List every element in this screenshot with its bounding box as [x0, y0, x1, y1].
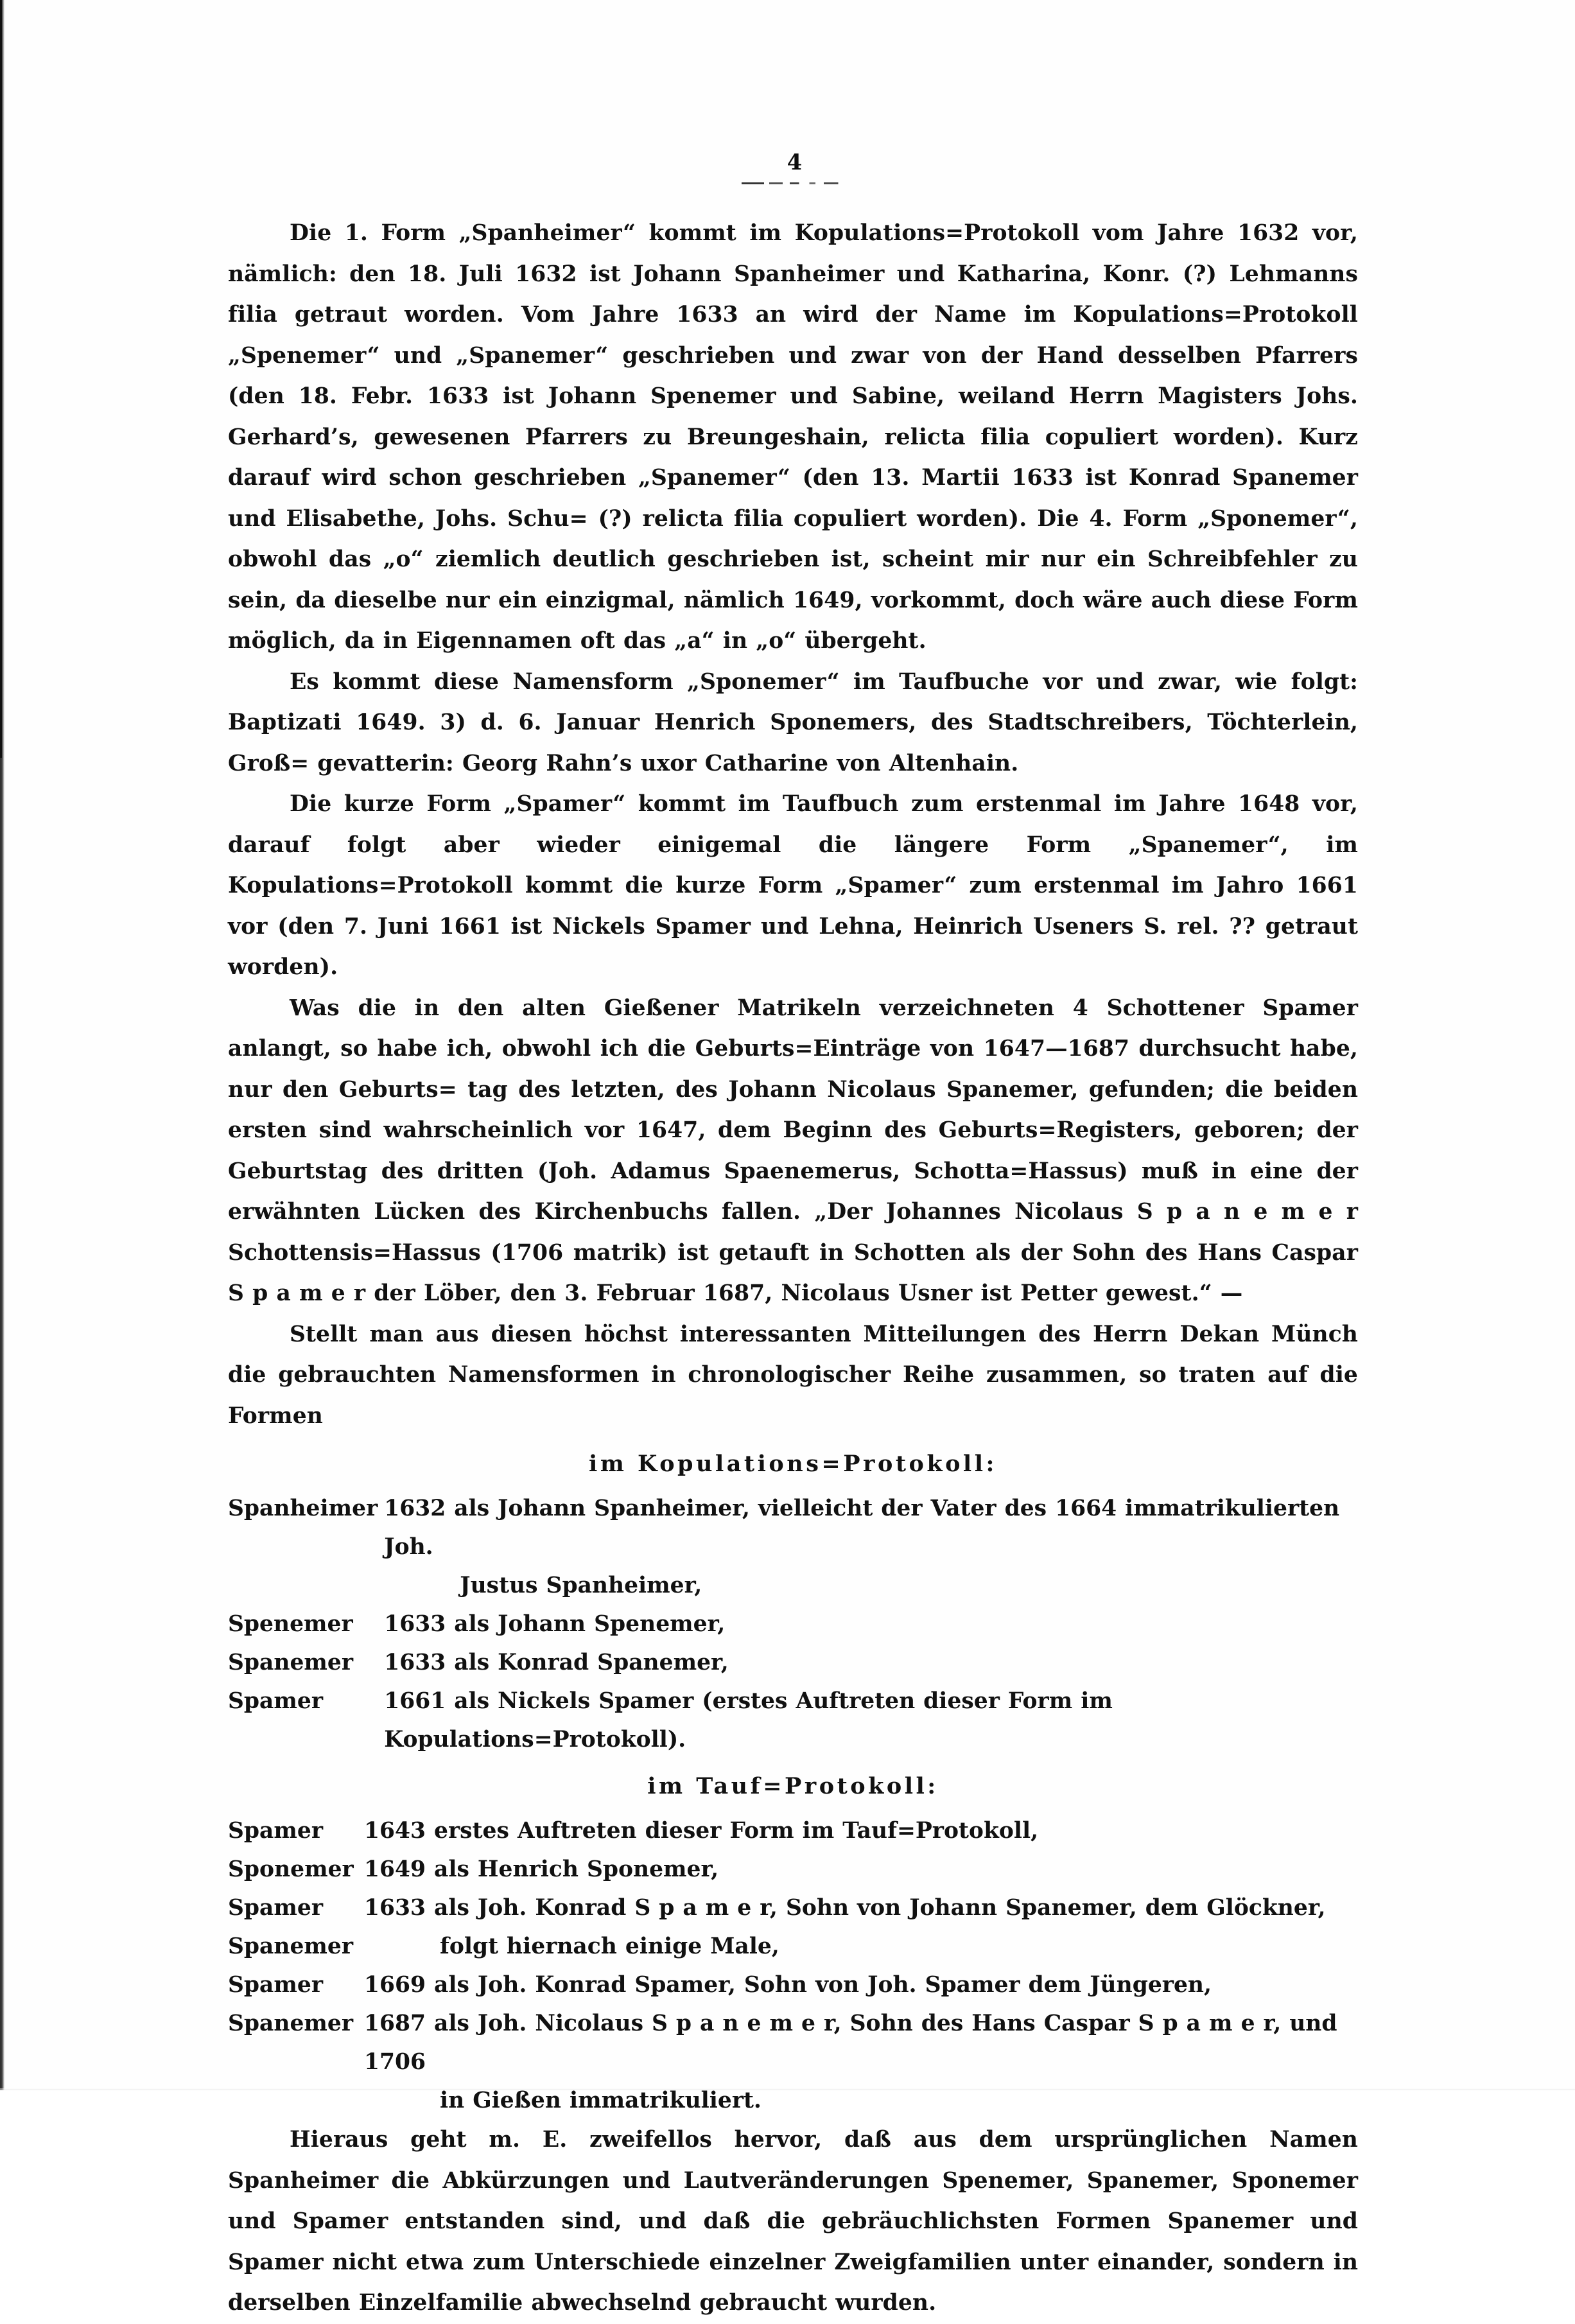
table-row-continuation [228, 1566, 1358, 1605]
continuation-text: in Gießen immatrikuliert. [440, 2088, 761, 2113]
table-row-continuation [228, 2081, 1358, 2120]
name-form-cell: Spamer [228, 1688, 324, 1714]
name-form-cell: Sponemer [228, 1857, 354, 1882]
page-number: 4 [787, 150, 803, 175]
tauf-protokoll-list [228, 1812, 1358, 2120]
name-entry-continuation [384, 1566, 1358, 1605]
name-form-cell-empty [228, 2081, 364, 2120]
paragraph-2: Es kommt diese Namensform „Sponemer“ im Taufbuche vor und zwar, wie folgt: Baptizati 1649. 3) d. 6. Januar Henrich Sponemers, des Stadtschreibers, Töchterlein, Groß= gevatterin: Georg Rahn’s uxor Catharine von Altenhain. [228, 668, 1358, 776]
name-form-cell: Spenemer [228, 1611, 353, 1637]
header-rule [742, 182, 844, 184]
name-form-cell-empty [228, 1566, 384, 1605]
continuation-text: Justus Spanheimer, [460, 1573, 702, 1598]
name-entry-cell: 1643 erstes Auftreten dieser Form im Tauf=Protokoll, [364, 1818, 1039, 1844]
name-form-cell: Spamer [228, 1972, 324, 1998]
table-row [228, 1812, 1358, 1850]
name-entry-cell: 1633 als Johann Spenemer, [384, 1611, 726, 1637]
table-row [228, 1643, 1358, 1682]
name-entry-cell: 1661 als Nickels Spamer (erstes Auftreten dieser Form im Kopulations=Protokoll). [384, 1688, 1113, 1752]
table-row [228, 1889, 1358, 1927]
continuation-text: folgt hiernach einige Male, [440, 1934, 779, 1959]
page-text-block [228, 152, 1358, 2324]
table-row [228, 1605, 1358, 1643]
heading-kopulations-protokoll: im Kopulations=Protokoll: [589, 1451, 997, 1477]
table-row [228, 1682, 1358, 1759]
paragraph-5: Stellt man aus diesen höchst interessanten Mitteilungen des Herrn Dekan Münch die gebrauchten Namensformen in chronologischer Reihe zusammen, so traten auf die Formen [228, 1321, 1358, 1429]
name-form-cell: Spamer [228, 1895, 324, 1921]
name-form-cell: Spanemer [228, 1934, 354, 1959]
table-row [228, 1927, 1358, 1966]
table-row [228, 2004, 1358, 2081]
folio-header [228, 152, 1358, 213]
paragraph-1: Die 1. Form „Spanheimer“ kommt im Kopulations=Protokoll vom Jahre 1632 vor, nämlich: den 18. Juli 1632 ist Johann Spanheimer und Katharina, Konr. (?) Lehmanns filia getraut worden. Vom Jahre 1633 an wird der Name im Kopulations=Protokoll „Spenemer“ und „Spanemer“ geschrieben und zwar von der Hand desselben Pfarrers (den 18. Febr. 1633 ist Johann Spenemer und Sabine, weiland Herrn Magisters Johs. Gerhard’s, gewesenen Pfarrers zu Breungeshain, relicta filia copuliert worden). Kurz darauf wird schon geschrieben „Spanemer“ (den 13. Martii 1633 ist Konrad Spanemer und Elisabethe, Johs. Schu= (?) relicta filia copuliert worden). Die 4. Form „Sponemer“, obwohl das „o“ ziemlich deutlich geschrieben ist, scheint mir nur ein Schreibfehler zu sein, da dieselbe nur ein einzigmal, nämlich 1649, vorkommt, doch wäre auch diese Form möglich, da in Eigennamen oft das „a“ in „o“ übergeht. [228, 220, 1358, 654]
name-entry-cell: 1632 als Johann Spanheimer, vielleicht der Vater des 1664 immatrikulierten Joh. [384, 1496, 1340, 1560]
table-row [228, 1850, 1358, 1889]
scan-edge-shadow-dark [0, 0, 2, 758]
name-entry-continuation [364, 2081, 1358, 2120]
name-form-cell: Spanemer [228, 2011, 354, 2036]
name-entry-cell: 1633 als Joh. Konrad S p a m e r, Sohn von Johann Spanemer, dem Glöckner, [364, 1895, 1326, 1921]
paragraph-6: Hieraus geht m. E. zweifellos hervor, daß aus dem ursprünglichen Namen Spanheimer die Abkürzungen und Lautveränderungen Spenemer, Spanemer, Sponemer und Spamer entstanden sind, und daß die gebräuchlichsten Formen Spanemer und Spamer nicht etwa zum Unterschiede einzelner Zweigfamilien unter einander, sondern in derselben Einzelfamilie abwechselnd gebraucht wurden. [228, 2127, 1358, 2316]
kopulations-protokoll-list [228, 1489, 1358, 1759]
paragraph-3: Die kurze Form „Spamer“ kommt im Taufbuch zum erstenmal im Jahre 1648 vor, darauf folgt aber wieder einigemal die längere Form „Spanemer“, im Kopulations=Protokoll kommt die kurze Form „Spamer“ zum erstenmal im Jahro 1661 vor (den 7. Juni 1661 ist Nickels Spamer und Lehna, Heinrich Useners S. rel. ?? getraut worden). [228, 791, 1358, 980]
name-form-cell: Spanheimer [228, 1496, 378, 1521]
paragraph-4: Was die in den alten Gießener Matrikeln verzeichneten 4 Schottener Spamer anlangt, so habe ich, obwohl ich die Geburts=Einträge von 1647—1687 durchsucht habe, nur den Geburts= tag des letzten, des Johann Nicolaus Spanemer, gefunden; die beiden ersten sind wahrscheinlich vor 1647, dem Beginn des Geburts=Registers, geboren; der Geburtstag des dritten (Joh. Adamus Spaenemerus, Schotta=Hassus) muß in eine der erwähnten Lücken des Kirchenbuchs fallen. „Der Johannes Nicolaus S p a n e m e r Schottensis=Hassus (1706 matrik) ist getauft in Schotten als der Sohn des Hans Caspar S p a m e r der Löber, den 3. Februar 1687, Nicolaus Usner ist Petter gewest.“ — [228, 995, 1358, 1306]
name-entry-continuation [364, 1927, 1358, 1966]
name-entry-cell: 1687 als Joh. Nicolaus S p a n e m e r, Sohn des Hans Caspar S p a m e r, und 1706 [364, 2011, 1337, 2075]
name-entry-cell: 1649 als Henrich Sponemer, [364, 1857, 719, 1882]
name-entry-cell: 1633 als Konrad Spanemer, [384, 1650, 729, 1675]
table-row [228, 1489, 1358, 1566]
name-entry-cell: 1669 als Joh. Konrad Spamer, Sohn von Joh. Spamer dem Jüngeren, [364, 1972, 1212, 1998]
heading-tauf-protokoll: im Tauf=Protokoll: [647, 1773, 939, 1799]
name-form-cell: Spanemer [228, 1650, 354, 1675]
name-form-cell: Spamer [228, 1818, 324, 1844]
table-row [228, 1966, 1358, 2004]
